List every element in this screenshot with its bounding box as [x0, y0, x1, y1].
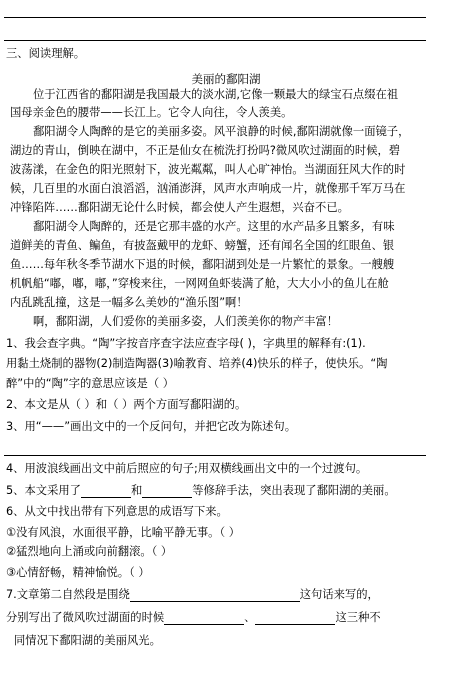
question-7-suffix: 这句话来写的，	[299, 588, 379, 601]
question-7-line-2	[6, 611, 381, 625]
passage-line: 候，几百里的水面白浪滔滔，汹涌澎湃，风声水声响成一片，就像那千军万马在	[10, 182, 406, 195]
question-6-item-2: ②猛烈地向上涌或向前翻滚。（ ）	[6, 545, 173, 558]
answer-line-top-2	[4, 40, 426, 41]
question-7-line-1	[6, 588, 379, 602]
question-5-mid: 和	[130, 484, 143, 497]
passage-line: 湖边的青山，倒映在湖中，不正是仙女在梳洗打扮吗?微风吹过湖面的时候，碧	[10, 144, 401, 157]
answer-line-q3	[4, 455, 426, 456]
passage-line: 冲锋陷阵……鄱阳湖无论什么时候，都会使人产生遐想，兴奋不已。	[10, 201, 349, 214]
question-5-suffix: 等修辞手法，突出表现了鄱阳湖的美丽。	[192, 484, 396, 497]
answer-blank-q5-1[interactable]	[81, 485, 131, 498]
answer-line-top-1	[4, 17, 426, 18]
question-7-line-3: 同情况下鄱阳湖的美丽风光。	[14, 634, 161, 647]
question-1-line-1: 1、我会查字典。“陶”字按音序查字法应查字母( )，字典里的解释有:(1).	[6, 337, 366, 350]
passage-title: 美丽的鄱阳湖	[191, 72, 261, 86]
question-2: 2、本文是从（ ）和（ ）两个方面写鄱阳湖的。	[6, 398, 247, 411]
passage-line: 啊，鄱阳湖，人们爱你的美丽多姿，人们羡美你的物产丰富！	[33, 315, 339, 328]
question-6-item-3: ③心情舒畅，精神愉悦。（ ）	[6, 566, 150, 579]
passage-line: 鱼……每年秋冬季节湖水下退的时候，鄱阳湖到处是一片繁忙的景象。一艘艘	[10, 258, 395, 271]
passage-line: 机帆船“嘟，嘟，嘟，”穿梭来往，一网网鱼虾装满了舱，大大小小的鱼儿在舱	[10, 277, 389, 290]
passage-line: 内乱跳乱撞，这是一幅多么美妙的“渔乐图”啊！	[10, 296, 248, 309]
passage-line: 鄱阳湖令人陶醉的，还是它那丰盛的水产。这里的水产品多且繁多，有味	[33, 220, 395, 233]
answer-blank-q7-1[interactable]	[130, 589, 300, 602]
question-3: 3、用“——”画出文中的一个反问句，并把它改为陈述句。	[6, 420, 297, 433]
question-7-b-sep: 、	[244, 611, 256, 624]
question-4: 4、用波浪线画出文中前后照应的句子;用双横线画出文中的一个过渡句。	[6, 462, 368, 475]
passage-line: 道鲜美的青鱼、鳊鱼，有披盔戴甲的龙虾、螃蟹，还有闻名全国的红眼鱼、银	[10, 239, 395, 252]
passage-line: 位于江西省的鄱阳湖是我国最大的淡水湖,它像一颗最大的绿宝石点缀在祖	[33, 88, 399, 101]
question-7-prefix: 7.文章第二自然段是围绕	[6, 588, 130, 601]
question-5-prefix: 5、本文采用了	[6, 484, 81, 497]
section-header: 三、阅读理解。	[6, 47, 86, 60]
passage-line: 鄱阳湖令人陶醉的是它的美丽多姿。风平浪静的时候,鄱阳湖就像一面镜子，	[33, 125, 410, 138]
question-1-line-2: 用黏土烧制的器物(2)制造陶器(3)喻教育、培养(4)快乐的样子，使快乐。“陶	[6, 357, 388, 370]
answer-blank-q7-3[interactable]	[255, 612, 335, 625]
passage-line: 国母亲金色的腰带——长江上。它令人向往，令人羡美。	[10, 106, 293, 119]
question-6-item-1: ①没有风浪，水面很平静，比喻平静无事。（ ）	[6, 526, 241, 539]
passage-line: 波荡漾，在金色的阳光照射下，波光粼粼，叫人心旷神怡。当湖面狂风大作的时	[10, 163, 406, 176]
answer-blank-q7-2[interactable]	[164, 612, 244, 625]
question-6: 6、从文中找出带有下列意思的成语写下来。	[6, 505, 228, 518]
question-7-b-prefix: 分别写出了微风吹过湖面的时候	[6, 611, 165, 624]
question-7-b-suffix: 这三种不	[335, 611, 381, 624]
question-5	[6, 484, 396, 498]
answer-blank-q5-2[interactable]	[142, 485, 192, 498]
question-1-line-3: 醉”中的“陶”字的意思应该是（ ）	[6, 377, 175, 390]
